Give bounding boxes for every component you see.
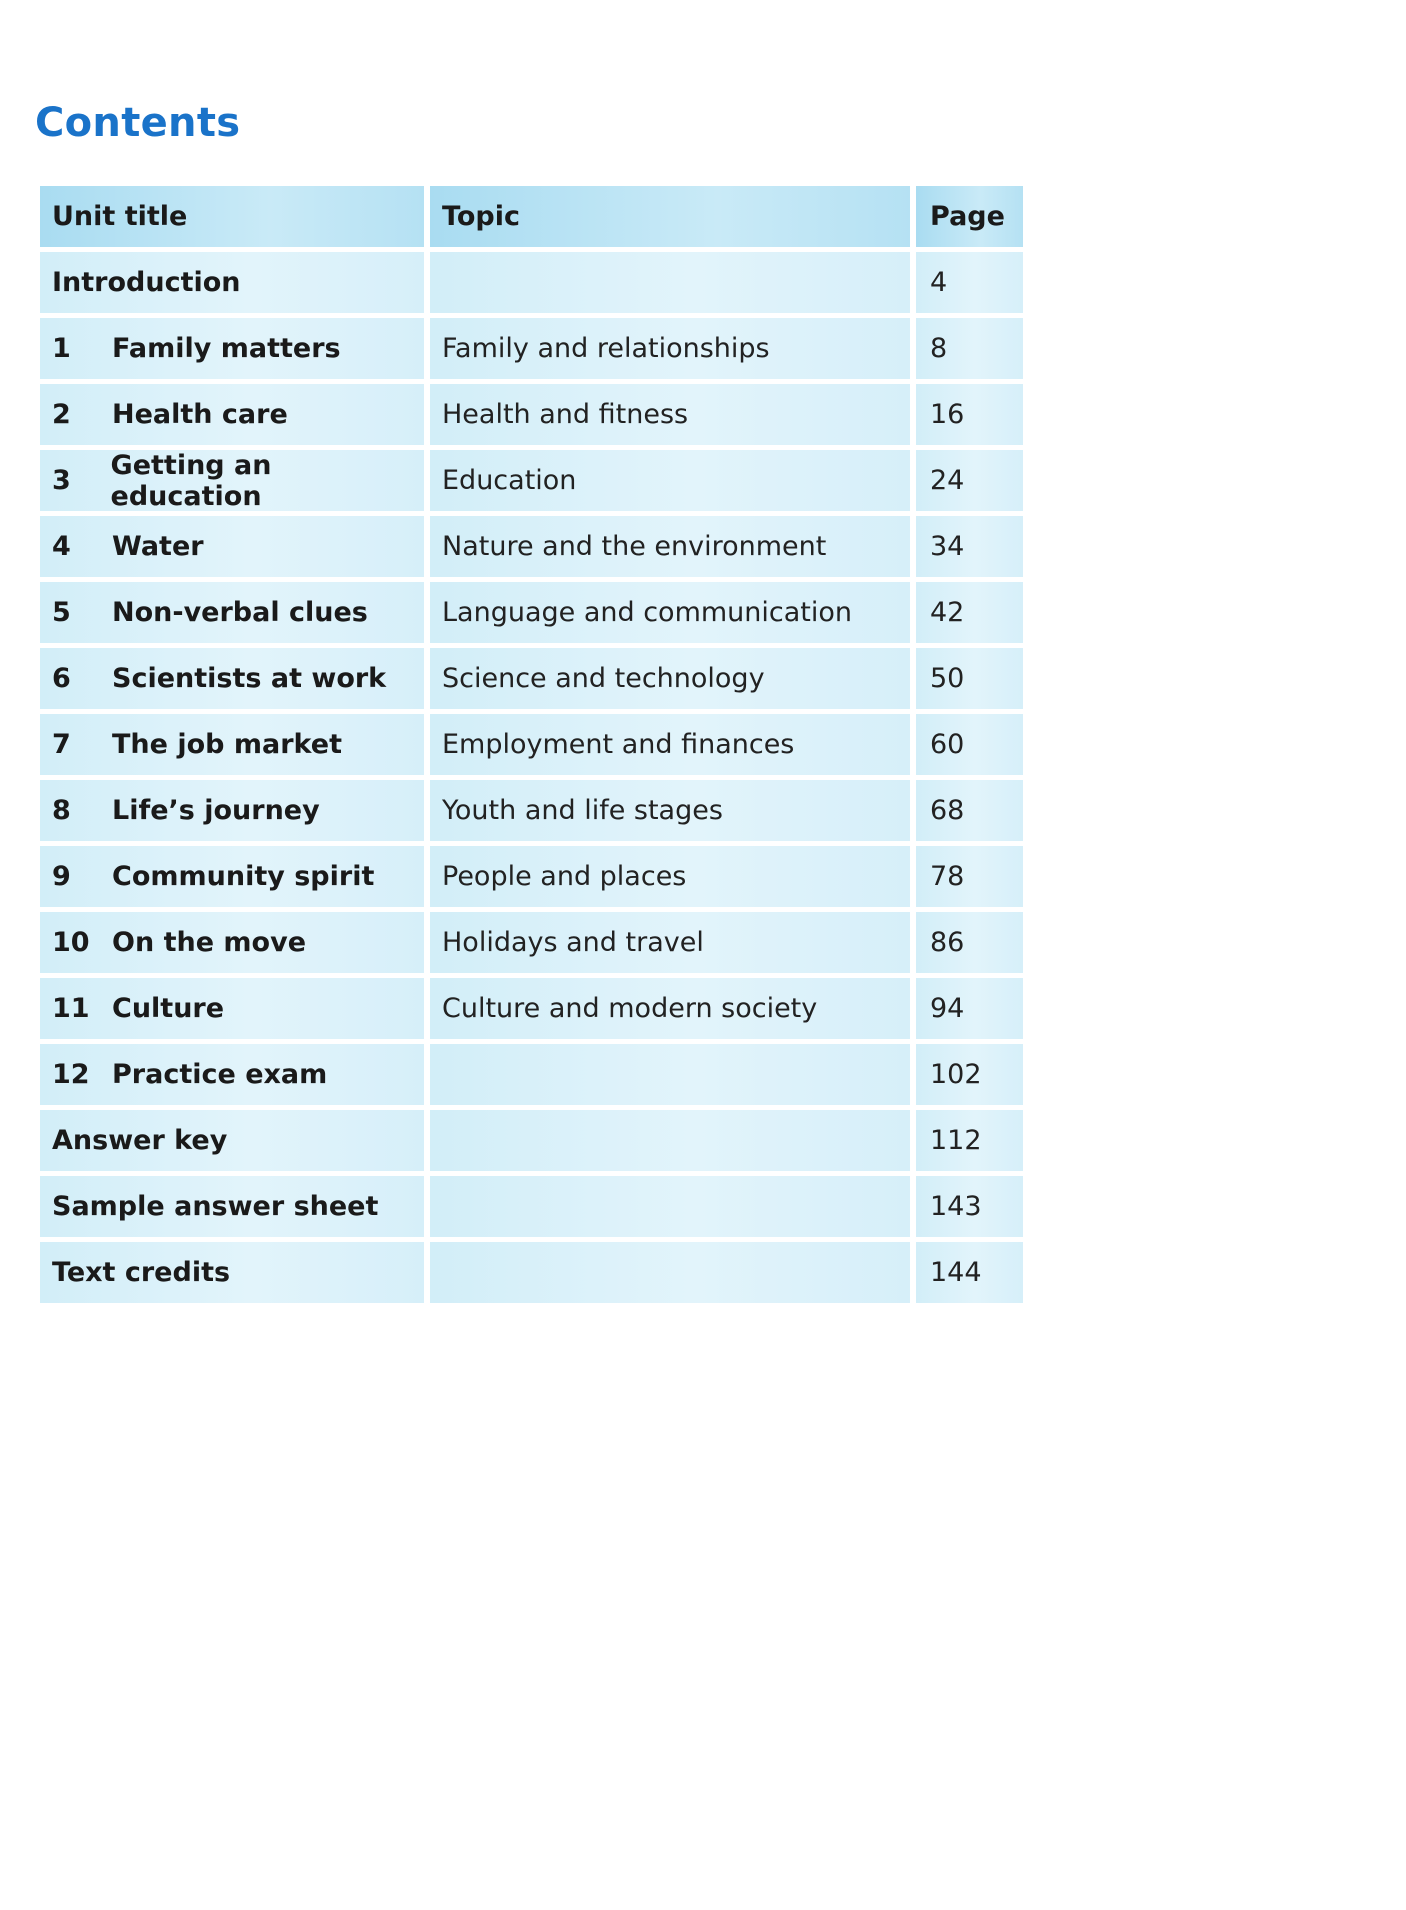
unit-title: Health care [112, 399, 288, 430]
page-number: 102 [916, 1044, 1023, 1105]
page-number: 94 [916, 978, 1023, 1039]
unit-number: 12 [52, 1059, 90, 1090]
unit-title: Scientists at work [112, 663, 387, 694]
table-row [40, 252, 1023, 313]
table-row [40, 714, 1023, 775]
topic-cell: Education [430, 450, 910, 511]
table-row [40, 318, 1023, 379]
unit-title: Life’s journey [112, 795, 320, 826]
unit-number: 10 [52, 927, 90, 958]
topic-cell: Science and technology [430, 648, 910, 709]
unit-title: The job market [112, 729, 343, 760]
unit-number: 7 [52, 729, 71, 760]
table-row [40, 912, 1023, 973]
unit-title: Sample answer sheet [52, 1191, 379, 1222]
unit-number: 2 [52, 399, 71, 430]
unit-number: 6 [52, 663, 71, 694]
page-number: 68 [916, 780, 1023, 841]
page-number: 34 [916, 516, 1023, 577]
unit-title: Answer key [52, 1125, 228, 1156]
page-number: 60 [916, 714, 1023, 775]
unit-cell [40, 780, 424, 841]
unit-number: 11 [52, 993, 90, 1024]
unit-title: Getting an education [110, 449, 272, 512]
topic-cell: Culture and modern society [430, 978, 910, 1039]
unit-cell [40, 318, 424, 379]
unit-title: Non-verbal clues [112, 597, 368, 628]
topic-cell [430, 252, 910, 313]
unit-cell [40, 1176, 424, 1237]
header-unit-title: Unit title [40, 186, 424, 247]
unit-cell [40, 252, 424, 313]
topic-cell: Employment and finances [430, 714, 910, 775]
unit-number: 3 [52, 465, 71, 496]
contents-table [40, 186, 1023, 1308]
topic-cell [430, 1242, 910, 1303]
unit-title: Introduction [52, 267, 241, 298]
unit-cell [40, 1110, 424, 1171]
topic-cell [430, 1176, 910, 1237]
unit-cell [40, 516, 424, 577]
unit-cell [40, 384, 424, 445]
unit-cell [40, 714, 424, 775]
unit-cell [40, 648, 424, 709]
page-number: 4 [916, 252, 1023, 313]
page-number: 144 [916, 1242, 1023, 1303]
page-number: 42 [916, 582, 1023, 643]
page-number: 16 [916, 384, 1023, 445]
table-row [40, 582, 1023, 643]
unit-cell [40, 1242, 424, 1303]
page-number: 8 [916, 318, 1023, 379]
topic-cell: Language and communication [430, 582, 910, 643]
page-number: 50 [916, 648, 1023, 709]
unit-number: 1 [52, 333, 71, 364]
topic-cell: Family and relationships [430, 318, 910, 379]
unit-cell [40, 1044, 424, 1105]
unit-cell [40, 846, 424, 907]
unit-title: Text credits [52, 1257, 231, 1288]
table-row [40, 1242, 1023, 1303]
header-page: Page [916, 186, 1023, 247]
page-number: 24 [916, 450, 1023, 511]
unit-number: 5 [52, 597, 71, 628]
topic-cell: Nature and the environment [430, 516, 910, 577]
table-row [40, 516, 1023, 577]
page-number: 78 [916, 846, 1023, 907]
table-row [40, 648, 1023, 709]
unit-number: 8 [52, 795, 71, 826]
table-header-row [40, 186, 1023, 247]
table-row [40, 1044, 1023, 1105]
table-row [40, 780, 1023, 841]
unit-number: 4 [52, 531, 71, 562]
page-number: 86 [916, 912, 1023, 973]
unit-title: Family matters [112, 333, 341, 364]
header-topic: Topic [430, 186, 910, 247]
topic-cell: Holidays and travel [430, 912, 910, 973]
topic-cell [430, 1044, 910, 1105]
topic-cell: People and places [430, 846, 910, 907]
unit-title: On the move [112, 927, 307, 958]
page-number: 143 [916, 1176, 1023, 1237]
table-row [40, 846, 1023, 907]
table-row [40, 978, 1023, 1039]
unit-title: Practice exam [112, 1059, 328, 1090]
page-title: Contents [35, 100, 241, 146]
table-row [40, 1176, 1023, 1237]
unit-title: Culture [112, 993, 225, 1024]
unit-title: Water [112, 531, 204, 562]
table-row [40, 450, 1023, 511]
unit-title: Community spirit [112, 861, 375, 892]
unit-cell [40, 912, 424, 973]
page-number: 112 [916, 1110, 1023, 1171]
unit-cell [40, 978, 424, 1039]
topic-cell: Youth and life stages [430, 780, 910, 841]
topic-cell [430, 1110, 910, 1171]
unit-cell [40, 582, 424, 643]
table-row [40, 1110, 1023, 1171]
table-row [40, 384, 1023, 445]
unit-number: 9 [52, 861, 71, 892]
topic-cell: Health and fitness [430, 384, 910, 445]
unit-cell [40, 450, 424, 511]
